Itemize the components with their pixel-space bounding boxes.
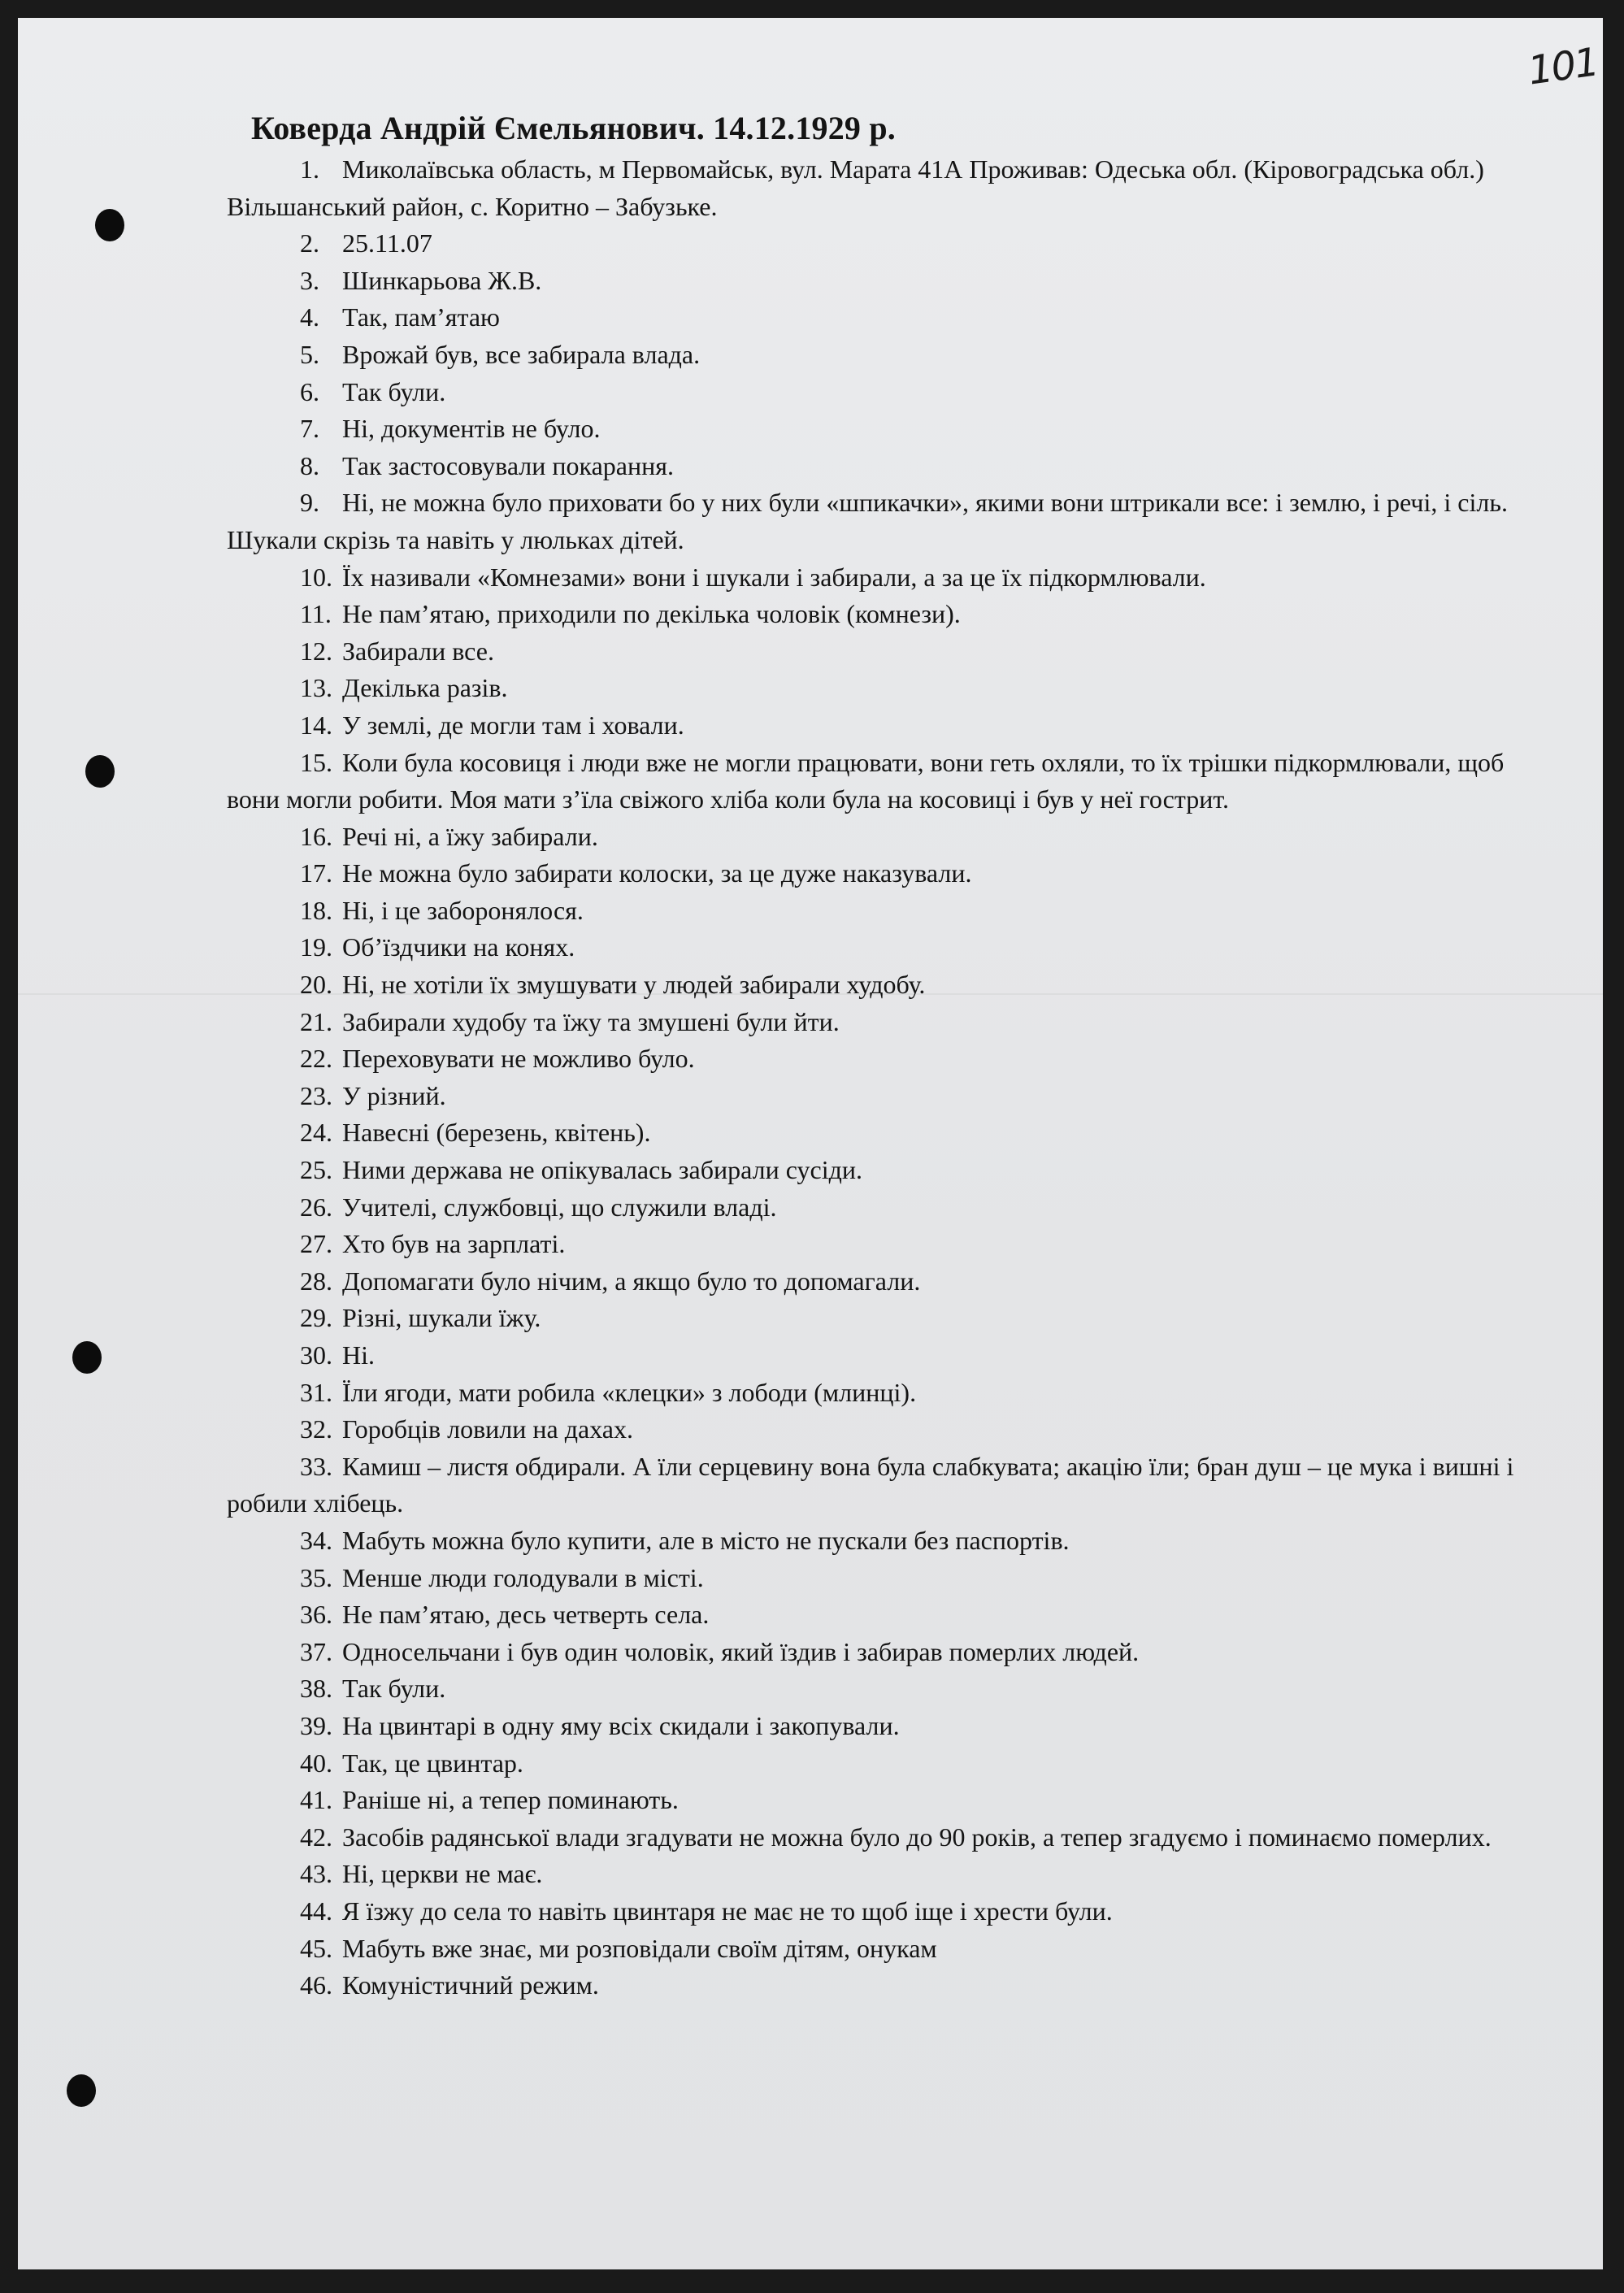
answer-item <box>227 1967 1552 2004</box>
answer-text: Мабуть вже знає, ми розповідали своїм дітям, онукам <box>342 1933 937 1963</box>
answer-number: 17. <box>300 858 332 888</box>
answer-item <box>227 1856 1552 1893</box>
answer-item <box>227 299 1552 337</box>
answer-text: Комуністичний режим. <box>342 1970 599 2000</box>
answer-text: Ні. <box>342 1340 375 1370</box>
answer-number: 39. <box>300 1710 332 1740</box>
answer-item <box>227 707 1552 745</box>
answer-text: Допомагати було нічим, а якщо було то допомагали. <box>342 1266 921 1296</box>
answer-number: 41. <box>300 1785 332 1815</box>
punch-hole <box>72 1341 102 1374</box>
answer-text: Не пам’ятаю, приходили по декілька чоловік (комнези). <box>342 599 961 629</box>
answer-text: Навесні (березень, квітень). <box>342 1118 651 1148</box>
answer-item <box>227 225 1552 263</box>
answer-text: Переховувати не можливо було. <box>342 1044 695 1074</box>
answer-text: Різні, шукали їжу. <box>342 1303 541 1333</box>
answer-number: 25. <box>300 1155 332 1185</box>
answer-item <box>227 633 1552 671</box>
answer-text: Так, це цвинтар. <box>342 1748 523 1778</box>
answer-number: 11. <box>300 599 332 629</box>
answer-item <box>227 1893 1552 1930</box>
answer-text: Їли ягоди, мати робила «клецки» з лободи (млинці). <box>342 1377 917 1407</box>
answer-item <box>227 1782 1552 1819</box>
answer-text: Забирали худобу та їжу та змушені були йти. <box>342 1006 840 1036</box>
answer-item <box>227 1560 1552 1597</box>
answer-item <box>227 1337 1552 1374</box>
answer-text: Коли була косовиця і люди вже не могли працювати, вони геть охляли, то їх трішки підкормлювали, щоб вони могли робити. Моя мати з’їла свіжого хліба коли була на косовиці і був у неї гострит. <box>227 747 1505 814</box>
answer-item <box>227 1114 1552 1152</box>
answer-item <box>227 1040 1552 1078</box>
answer-number: 19. <box>300 932 332 962</box>
answer-text: Хто був на зарплаті. <box>342 1229 566 1259</box>
answer-text: Миколаївська область, м Первомайськ, вул. Марата 41А Проживав: Одеська обл. (Кіровоградська обл.) Вільшанський район, с. Коритно – Забузьке. <box>227 154 1484 221</box>
answer-item <box>227 670 1552 707</box>
answer-text: Ними держава не опікувалась забирали сусіди. <box>342 1155 862 1185</box>
answer-number: 37. <box>300 1636 332 1666</box>
answer-text: Не пам’ятаю, десь четверть села. <box>342 1600 710 1630</box>
answer-item <box>227 1411 1552 1448</box>
answer-item <box>227 374 1552 411</box>
document-title: Коверда Андрій Ємельянович. 14.12.1929 р. <box>251 110 896 146</box>
answer-item <box>227 1634 1552 1671</box>
answer-text: Менше люди голодували в місті. <box>342 1562 704 1592</box>
answer-list <box>227 151 1552 2004</box>
answer-number: 13. <box>300 673 332 703</box>
answer-text: Я їзжу до села то навіть цвинтаря не має не то щоб іще і хрести були. <box>342 1896 1113 1926</box>
answer-number: 38. <box>300 1674 332 1704</box>
handwritten-page-number: 101 <box>1525 39 1601 94</box>
answer-item <box>227 1670 1552 1708</box>
answer-item <box>227 1004 1552 1041</box>
answer-number: 2. <box>300 228 319 258</box>
answer-number: 20. <box>300 970 332 1000</box>
answer-text: Учителі, службовці, що служили владі. <box>342 1192 777 1222</box>
answer-number: 26. <box>300 1192 332 1222</box>
answer-item <box>227 151 1552 225</box>
answer-text: Камиш – листя обдирали. А їли серцевину вона була слабкувата; акацію їли; бран душ – це мука і вишні і робили хлібець. <box>227 1451 1514 1518</box>
document-body <box>227 107 1552 2004</box>
answer-number: 16. <box>300 821 332 851</box>
answer-text: У землі, де могли там і ховали. <box>342 710 684 740</box>
answer-number: 30. <box>300 1340 332 1370</box>
punch-hole <box>85 755 115 788</box>
punch-hole <box>95 209 124 241</box>
answer-text: У різний. <box>342 1080 446 1110</box>
answer-text: На цвинтарі в одну яму всіх скидали і закопували. <box>342 1710 900 1740</box>
answer-number: 9. <box>300 488 319 518</box>
answer-text: Забирали все. <box>342 636 494 666</box>
answer-number: 44. <box>300 1896 332 1926</box>
answer-item <box>227 1522 1552 1560</box>
answer-number: 8. <box>300 450 319 480</box>
answer-item <box>227 1189 1552 1227</box>
answer-number: 12. <box>300 636 332 666</box>
answer-item <box>227 1152 1552 1189</box>
answer-number: 40. <box>300 1748 332 1778</box>
answer-item <box>227 745 1552 819</box>
answer-number: 3. <box>300 265 319 295</box>
answer-number: 15. <box>300 747 332 777</box>
answer-item <box>227 596 1552 633</box>
answer-number: 1. <box>300 154 319 184</box>
answer-number: 35. <box>300 1562 332 1592</box>
answer-item <box>227 410 1552 448</box>
answer-text: Ні, церкви не має. <box>342 1859 543 1889</box>
answer-text: Речі ні, а їжу забирали. <box>342 821 598 851</box>
answer-text: Шинкарьова Ж.В. <box>342 265 542 295</box>
answer-item <box>227 929 1552 966</box>
answer-text: Ні, не можна було приховати бо у них були «шпикачки», якими вони штрикали все: і землю, і речі, і сіль. Шукали скрізь та навіть у люльках дітей. <box>227 488 1508 554</box>
answer-item <box>227 1745 1552 1783</box>
answer-text: 25.11.07 <box>342 228 432 258</box>
answer-number: 36. <box>300 1600 332 1630</box>
answer-text: Врожай був, все забирала влада. <box>342 339 701 369</box>
answer-item <box>227 1819 1552 1857</box>
answer-number: 34. <box>300 1525 332 1555</box>
answer-text: Засобів радянської влади згадувати не можна було до 90 років, а тепер згадуємо і поминаємо померлих. <box>342 1822 1492 1852</box>
answer-text: Односельчани і був один чоловік, який їздив і забирав померлих людей. <box>342 1636 1140 1666</box>
answer-item <box>227 559 1552 597</box>
answer-text: Раніше ні, а тепер поминають. <box>342 1785 679 1815</box>
document-page <box>18 18 1603 2269</box>
answer-text: Так були. <box>342 376 446 406</box>
answer-text: Не можна було забирати колоски, за це дуже наказували. <box>342 858 972 888</box>
answer-text: Мабуть можна було купити, але в місто не пускали без паспортів. <box>342 1525 1070 1555</box>
answer-number: 4. <box>300 302 319 332</box>
answer-item <box>227 1300 1552 1337</box>
answer-text: Так застосовували покарання. <box>342 450 674 480</box>
answer-item <box>227 819 1552 856</box>
answer-text: Ні, не хотіли їх змушувати у людей забирали худобу. <box>342 970 926 1000</box>
answer-item <box>227 1448 1552 1522</box>
answer-number: 23. <box>300 1080 332 1110</box>
answer-text: Так, пам’ятаю <box>342 302 500 332</box>
answer-item <box>227 1374 1552 1412</box>
answer-item <box>227 1226 1552 1263</box>
answer-item <box>227 1263 1552 1301</box>
answer-number: 10. <box>300 562 332 592</box>
punch-hole <box>67 2074 96 2107</box>
answer-text: Ні, документів не було. <box>342 414 601 444</box>
answer-number: 22. <box>300 1044 332 1074</box>
answer-number: 33. <box>300 1451 332 1481</box>
answer-item <box>227 892 1552 930</box>
answer-text: Так були. <box>342 1674 446 1704</box>
answer-text: Об’їздчики на конях. <box>342 932 575 962</box>
answer-item <box>227 1930 1552 1968</box>
answer-text: Горобців ловили на дахах. <box>342 1414 633 1444</box>
answer-number: 21. <box>300 1006 332 1036</box>
answer-item <box>227 855 1552 892</box>
answer-text: Декілька разів. <box>342 673 508 703</box>
answer-number: 24. <box>300 1118 332 1148</box>
answer-number: 27. <box>300 1229 332 1259</box>
answer-number: 45. <box>300 1933 332 1963</box>
answer-number: 14. <box>300 710 332 740</box>
answer-number: 5. <box>300 339 319 369</box>
answer-item <box>227 1596 1552 1634</box>
answer-number: 46. <box>300 1970 332 2000</box>
answer-item <box>227 337 1552 374</box>
answer-text: Їх називали «Комнезами» вони і шукали і забирали, а за це їх підкормлювали. <box>342 562 1206 592</box>
answer-number: 29. <box>300 1303 332 1333</box>
answer-number: 28. <box>300 1266 332 1296</box>
answer-number: 32. <box>300 1414 332 1444</box>
answer-item <box>227 1078 1552 1115</box>
answer-item <box>227 966 1552 1004</box>
answer-number: 31. <box>300 1377 332 1407</box>
answer-number: 18. <box>300 895 332 925</box>
answer-number: 6. <box>300 376 319 406</box>
answer-item <box>227 263 1552 300</box>
answer-text: Ні, і це заборонялося. <box>342 895 584 925</box>
answer-number: 42. <box>300 1822 332 1852</box>
answer-number: 7. <box>300 414 319 444</box>
answer-item <box>227 1708 1552 1745</box>
answer-item <box>227 448 1552 485</box>
answer-number: 43. <box>300 1859 332 1889</box>
answer-item <box>227 484 1552 558</box>
